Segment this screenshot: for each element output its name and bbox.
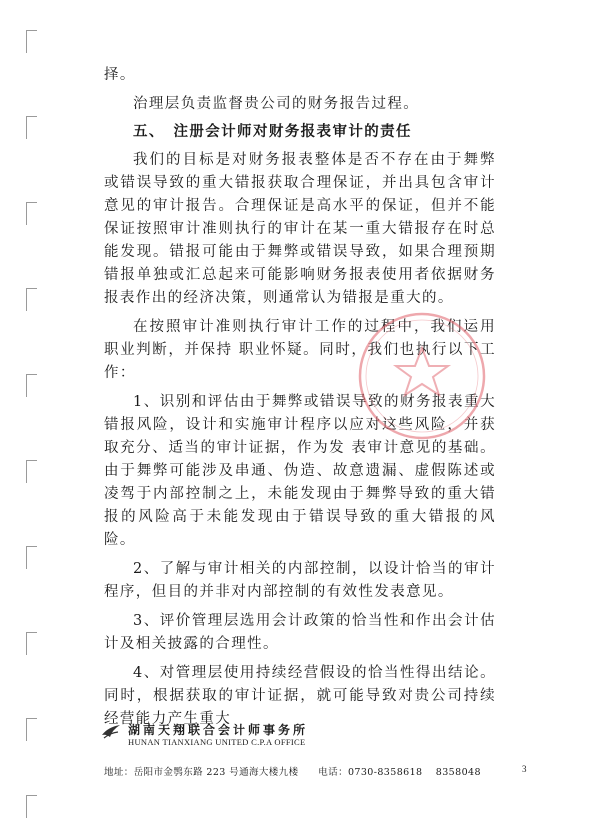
firm-name-chinese: 湖南天翔联合会计师事务所: [128, 723, 309, 737]
report-body: [104, 64, 496, 731]
binding-mark: [26, 374, 37, 397]
firm-logo-icon: [100, 721, 122, 743]
paragraph-governance: 治理层负责监督贵公司的财务报告过程。: [133, 96, 420, 112]
binding-mark: [26, 288, 37, 311]
section-heading-auditor-responsibility: 五、 注册会计师对财务报表审计的责任: [133, 123, 412, 140]
firm-name-english: HUNAN TIANXIANG UNITED C.P.A OFFICE: [128, 737, 306, 747]
firm-address-phone: 地址：岳阳市金鹗东路 223 号通海大楼九楼 电话：0730-8358618 8358048: [104, 767, 481, 778]
list-item-3: 3、评价管理层选用会计政策的恰当性和作出会计估计及相关披露的合理性。: [104, 613, 496, 652]
binding-mark: [26, 30, 37, 53]
binding-mark: [26, 546, 37, 569]
binding-mark: [26, 116, 37, 139]
paragraph-professional-judgment: 在按照审计准则执行审计工作的过程中，我们运用职业判断，并保持 职业怀疑。同时，我们也执行以下工作：: [104, 319, 496, 381]
list-item-4: 4、对管理层使用持续经营假设的恰当性得出结论。同时，根据获取的审计证据，就可能导致对贵公司持续经营能力产生重大: [104, 665, 496, 727]
binding-mark: [26, 460, 37, 483]
binding-mark: [26, 632, 37, 655]
binding-mark: [26, 202, 37, 225]
page-number: 3: [522, 764, 527, 774]
list-item-1: 1、识别和评估由于舞弊或错误导致的财务报表重大错报风险，设计和实施审计程序以应对这些风险，并获取充分、适当的审计证据，作为发 表审计意见的基础。由于舞弊可能涉及串通、伪造、故意遗漏、虚假陈述或凌驾于内部控制之上，未能发现由于舞弊导致的重大错报的风险高于未能发现由于错误导致的重大错报的风险。: [104, 394, 496, 548]
binding-mark: [26, 795, 37, 818]
paragraph-objective: 我们的目标是对财务报表整体是否不存在由于舞弊或错误导致的重大错报获取合理保证，并出具包含审计意见的审计报告。合理保证是高水平的保证，但并不能保证按照审计准则执行的审计在某一重大错报存在时总能发现。错报可能由于舞弊或错误导致，如果合理预期错报单独或汇总起来可能影响财务报表使用者依据财务报表作出的经济决策，则通常认为错报是重大的。: [104, 152, 496, 306]
binding-edge-marks: [26, 0, 38, 832]
list-item-2: 2、了解与审计相关的内部控制，以设计恰当的审计程序，但目的并非对内部控制的有效性发表意见。: [104, 561, 496, 600]
binding-mark: [26, 718, 37, 741]
paragraph-continuation: 择。: [104, 67, 136, 83]
